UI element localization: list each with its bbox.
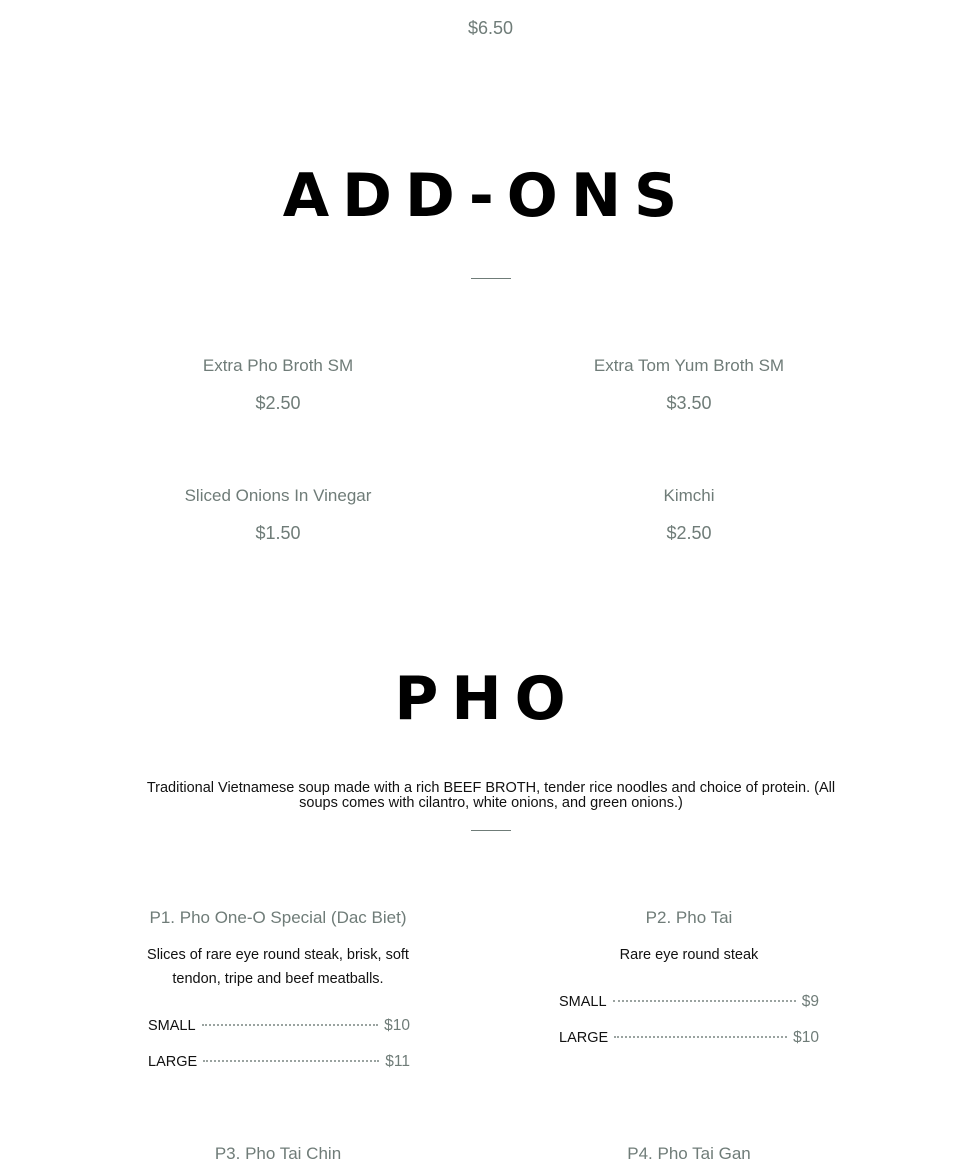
addons-section-title: ADD-ONS <box>282 161 691 231</box>
addon-item <box>88 485 468 544</box>
previous-item-price: $6.50 <box>467 18 514 38</box>
addon-name: Extra Pho Broth SM <box>202 356 354 375</box>
size-price: $11 <box>385 1053 410 1070</box>
addon-name: Sliced Onions In Vinegar <box>184 486 372 505</box>
size-price: $10 <box>793 1029 819 1046</box>
size-price-row <box>148 1017 410 1035</box>
size-label: SMALL <box>559 994 607 1010</box>
size-price-row <box>559 1029 819 1047</box>
pho-section-description: Traditional Vietnamese soup made with a rich BEEF BROTH, tender rice noodles and choice of protein. (All soups comes with cilantro, white onions, and green onions.) <box>146 780 836 811</box>
size-price: $9 <box>801 993 819 1010</box>
menu-item-name: P3. Pho Tai Chin <box>214 1144 342 1163</box>
addon-price: $2.50 <box>255 393 301 413</box>
menu-item <box>133 907 423 991</box>
size-label: LARGE <box>559 1030 609 1046</box>
menu-item-name: P4. Pho Tai Gan <box>627 1144 751 1163</box>
size-label: SMALL <box>148 1018 196 1034</box>
section-divider <box>471 830 511 831</box>
addon-item <box>499 485 879 544</box>
dot-leader <box>202 1024 379 1026</box>
addon-price: $2.50 <box>666 523 712 543</box>
menu-item-name: P1. Pho One-O Special (Dac Biet) <box>149 908 407 927</box>
addon-name: Kimchi <box>663 486 715 505</box>
menu-item <box>544 1143 834 1165</box>
size-price-row <box>148 1053 410 1071</box>
dot-leader <box>203 1060 379 1062</box>
menu-item-name: P2. Pho Tai <box>645 908 733 927</box>
size-price: $10 <box>384 1017 410 1034</box>
pho-section-title: PHO <box>394 664 579 734</box>
dot-leader <box>613 1000 796 1002</box>
addon-name: Extra Tom Yum Broth SM <box>593 356 785 375</box>
addon-price: $1.50 <box>255 523 301 543</box>
section-divider <box>471 278 511 279</box>
addon-item <box>88 355 468 414</box>
addon-price: $3.50 <box>666 393 712 413</box>
menu-item-description: Rare eye round steak <box>619 947 759 963</box>
size-label: LARGE <box>148 1054 198 1070</box>
size-price-row <box>559 993 819 1011</box>
menu-item <box>133 1143 423 1165</box>
menu-item <box>544 907 834 967</box>
dot-leader <box>614 1036 787 1038</box>
addon-item <box>499 355 879 414</box>
menu-item-description: Slices of rare eye round steak, brisk, soft tendon, tripe and beef meatballs. <box>147 947 409 987</box>
